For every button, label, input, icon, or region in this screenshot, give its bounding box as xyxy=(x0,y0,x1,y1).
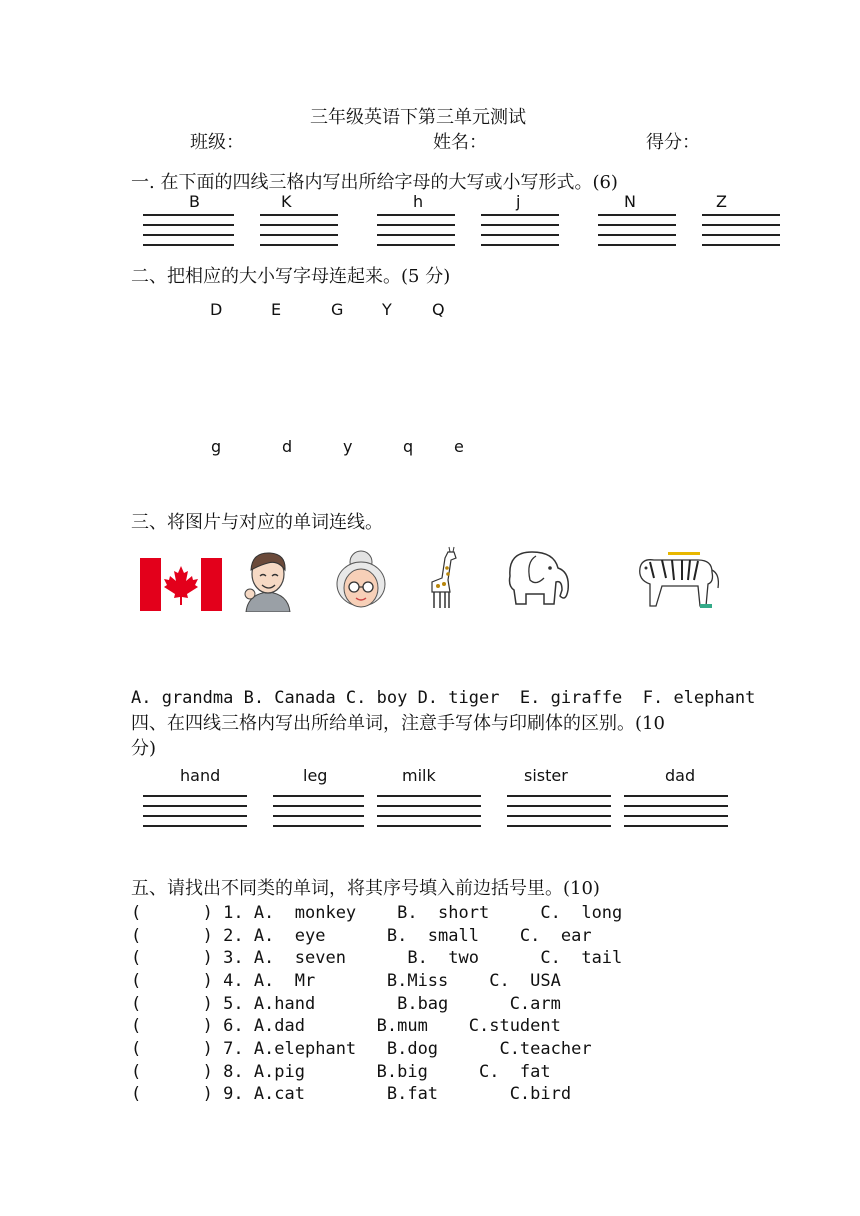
canada-flag-icon[interactable] xyxy=(140,558,222,611)
question-item[interactable]: ( ) 5. A.hand B.bag C.arm xyxy=(131,994,561,1014)
lowercase-letter[interactable]: e xyxy=(454,437,464,456)
four-line-grid[interactable] xyxy=(273,795,364,835)
question-item[interactable]: ( ) 3. A. seven B. two C. tail xyxy=(131,948,623,968)
word-prompt: hand xyxy=(180,766,221,785)
section3-options: A. grandma B. Canada C. boy D. tiger E. giraffe F. elephant xyxy=(131,688,756,708)
question-item[interactable]: ( ) 8. A.pig B.big C. fat xyxy=(131,1062,551,1082)
question-item[interactable]: ( ) 1. A. monkey B. short C. long xyxy=(131,903,623,923)
letter-prompt: j xyxy=(516,192,521,211)
boy-icon[interactable] xyxy=(238,548,298,612)
four-line-grid[interactable] xyxy=(260,214,338,254)
uppercase-letter[interactable]: Y xyxy=(382,300,392,319)
four-line-grid[interactable] xyxy=(598,214,676,254)
word-prompt: leg xyxy=(303,766,328,785)
section3-heading: 三、将图片与对应的单词连线。 xyxy=(131,512,383,533)
section5-heading: 五、请找出不同类的单词，将其序号填入前边括号里。(10) xyxy=(131,878,600,899)
four-line-grid[interactable] xyxy=(702,214,780,254)
name-label: 姓名： xyxy=(433,132,487,153)
uppercase-letter[interactable]: D xyxy=(210,300,223,319)
word-prompt: sister xyxy=(524,766,568,785)
question-item[interactable]: ( ) 9. A.cat B.fat C.bird xyxy=(131,1084,572,1104)
four-line-grid[interactable] xyxy=(624,795,728,835)
page-title: 三年级英语下第三单元测试 xyxy=(310,107,526,128)
elephant-icon[interactable] xyxy=(500,546,576,610)
question-item[interactable]: ( ) 4. A. Mr B.Miss C. USA xyxy=(131,971,561,991)
uppercase-letter[interactable]: E xyxy=(271,300,282,319)
section4-heading-line1: 四、在四线三格内写出所给单词，注意手写体与印刷体的区别。(10 xyxy=(131,713,665,734)
question-item[interactable]: ( ) 6. A.dad B.mum C.student xyxy=(131,1016,561,1036)
letter-prompt: h xyxy=(413,192,424,211)
four-line-grid[interactable] xyxy=(143,214,234,254)
four-line-grid[interactable] xyxy=(507,795,611,835)
four-line-grid[interactable] xyxy=(377,214,455,254)
uppercase-letter[interactable]: Q xyxy=(432,300,445,319)
letter-prompt: Z xyxy=(716,192,727,211)
section4-heading-line2: 分) xyxy=(131,738,157,759)
score-label: 得分： xyxy=(646,132,700,153)
grandma-icon[interactable] xyxy=(328,548,394,612)
word-prompt: dad xyxy=(665,766,696,785)
question-item[interactable]: ( ) 2. A. eye B. small C. ear xyxy=(131,926,592,946)
letter-prompt: K xyxy=(281,192,292,211)
letter-prompt: N xyxy=(624,192,636,211)
lowercase-letter[interactable]: g xyxy=(211,437,222,456)
letter-prompt: B xyxy=(189,192,200,211)
section2-heading: 二、把相应的大小写字母连起来。(5 分) xyxy=(131,266,451,287)
lowercase-letter[interactable]: y xyxy=(343,437,353,456)
four-line-grid[interactable] xyxy=(481,214,559,254)
tiger-icon[interactable] xyxy=(632,548,722,612)
four-line-grid[interactable] xyxy=(377,795,481,835)
lowercase-letter[interactable]: d xyxy=(282,437,293,456)
word-prompt: milk xyxy=(402,766,436,785)
uppercase-letter[interactable]: G xyxy=(331,300,344,319)
lowercase-letter[interactable]: q xyxy=(403,437,414,456)
giraffe-icon[interactable] xyxy=(420,546,466,612)
question-item[interactable]: ( ) 7. A.elephant B.dog C.teacher xyxy=(131,1039,592,1059)
four-line-grid[interactable] xyxy=(143,795,247,835)
class-label: 班级： xyxy=(190,132,244,153)
section1-heading: 一. 在下面的四线三格内写出所给字母的大写或小写形式。(6) xyxy=(131,172,618,193)
